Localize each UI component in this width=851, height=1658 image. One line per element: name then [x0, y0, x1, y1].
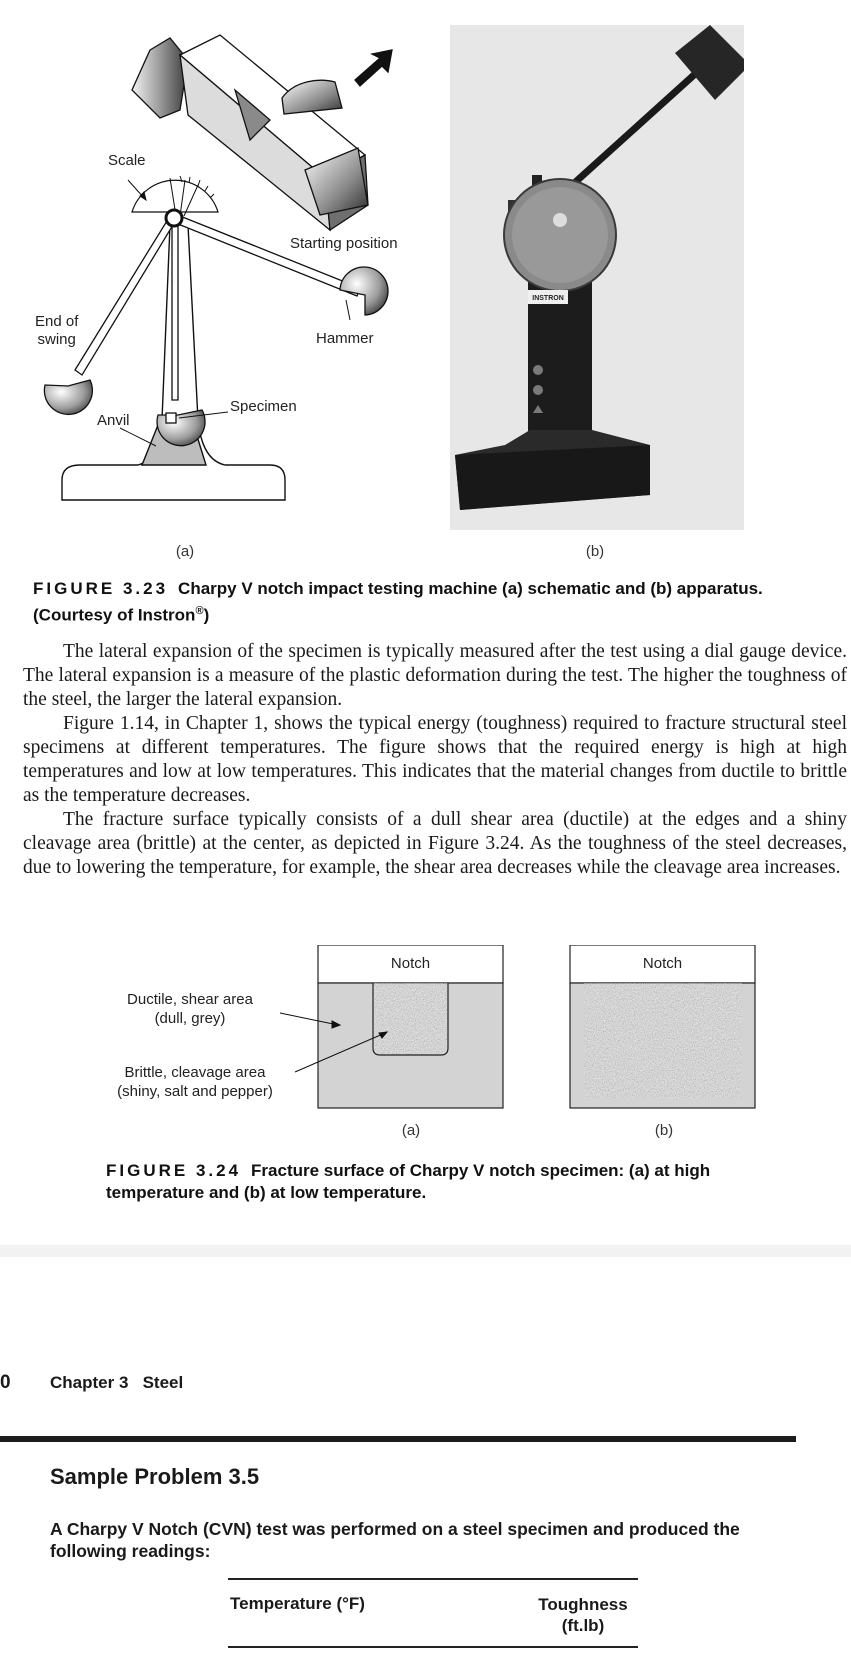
fracture-surface-drawing: [100, 945, 800, 1145]
figure-3-23-schematic: [20, 20, 430, 540]
figure-3-23-photo: [450, 25, 744, 530]
figure-3-24-sub-b: (b): [654, 1122, 674, 1139]
problem-statement: A Charpy V Notch (CVN) test was performed on a steel specimen and produced the following readings:: [50, 1519, 740, 1561]
running-head: Chapter 3 Steel: [50, 1373, 184, 1392]
table-header-temperature: Temperature (°F): [230, 1594, 365, 1613]
instron-apparatus-drawing: [450, 25, 744, 530]
label-hammer: Hammer: [316, 330, 374, 347]
label-starting-position: Starting position: [290, 235, 398, 252]
page-number: 0: [0, 1372, 11, 1393]
heavy-rule: [0, 1436, 796, 1442]
table-header-toughness: Toughness (ft.lb): [538, 1595, 628, 1635]
hammer-heads: [44, 267, 388, 446]
label-specimen: Specimen: [230, 398, 297, 415]
table-header-rule: [228, 1646, 638, 1648]
figure-3-23-caption: FIGURE 3.23 Charpy V notch impact testing machine (a) schematic and (b) apparatus. (Courtesy of Instron®): [33, 579, 763, 625]
table-top-rule: [228, 1578, 638, 1580]
body-text: [23, 640, 847, 880]
figure-3-23-sub-b: (b): [585, 543, 605, 560]
charpy-schematic-drawing: [20, 20, 430, 540]
label-ductile-shear-area: Ductile, shear area (dull, grey): [127, 991, 253, 1027]
pivot-icon: [166, 210, 182, 226]
page-separator: [0, 1245, 851, 1257]
paragraph-2: Figure 1.14, in Chapter 1, shows the typical energy (toughness) required to fracture structural steel specimens at different temperatures. The figure shows that the required energy is high at high temperatures and low at low temperatures. This indicates that the material changes from ductile to brittle as the temperature decreases.: [23, 713, 847, 806]
instron-brand-label: INSTRON: [532, 295, 564, 302]
figure-3-24: [100, 945, 800, 1145]
label-anvil: Anvil: [97, 412, 130, 429]
figure-3-23-sub-a: (a): [175, 543, 195, 560]
readings-table: [228, 1578, 638, 1648]
figure-3-24-sub-a: (a): [401, 1122, 421, 1139]
notch-label-a: Notch: [390, 955, 431, 972]
figure-3-24-number: FIGURE 3.24: [106, 1161, 242, 1180]
label-scale: Scale: [108, 152, 146, 169]
notch-label-b: Notch: [642, 955, 683, 972]
sample-problem-title: Sample Problem 3.5: [50, 1464, 260, 1489]
label-end-of-swing: End of swing: [35, 313, 79, 348]
label-brittle-cleavage-area: Brittle, cleavage area (shiny, salt and pepper): [117, 1064, 273, 1100]
paragraph-3: The fracture surface typically consists of a dull shear area (ductile) at the edges and a shiny cleavage area (brittle) at the center, as depicted in Figure 3.24. As the toughness of the steel decreases, due to lowering the temperature, for example, the shear area decreases while the cleavage area increases.: [23, 809, 847, 878]
figure-3-24-caption: FIGURE 3.24 Fracture surface of Charpy V notch specimen: (a) at high temperature and (b) at low temperature.: [106, 1161, 711, 1202]
figure-3-23-number: FIGURE 3.23: [33, 579, 169, 598]
paragraph-1: The lateral expansion of the specimen is typically measured after the test using a dial gauge device. The lateral expansion is a measure of the plastic deformation during the test. The higher the toughness of the steel, the larger the lateral expansion.: [23, 641, 847, 710]
